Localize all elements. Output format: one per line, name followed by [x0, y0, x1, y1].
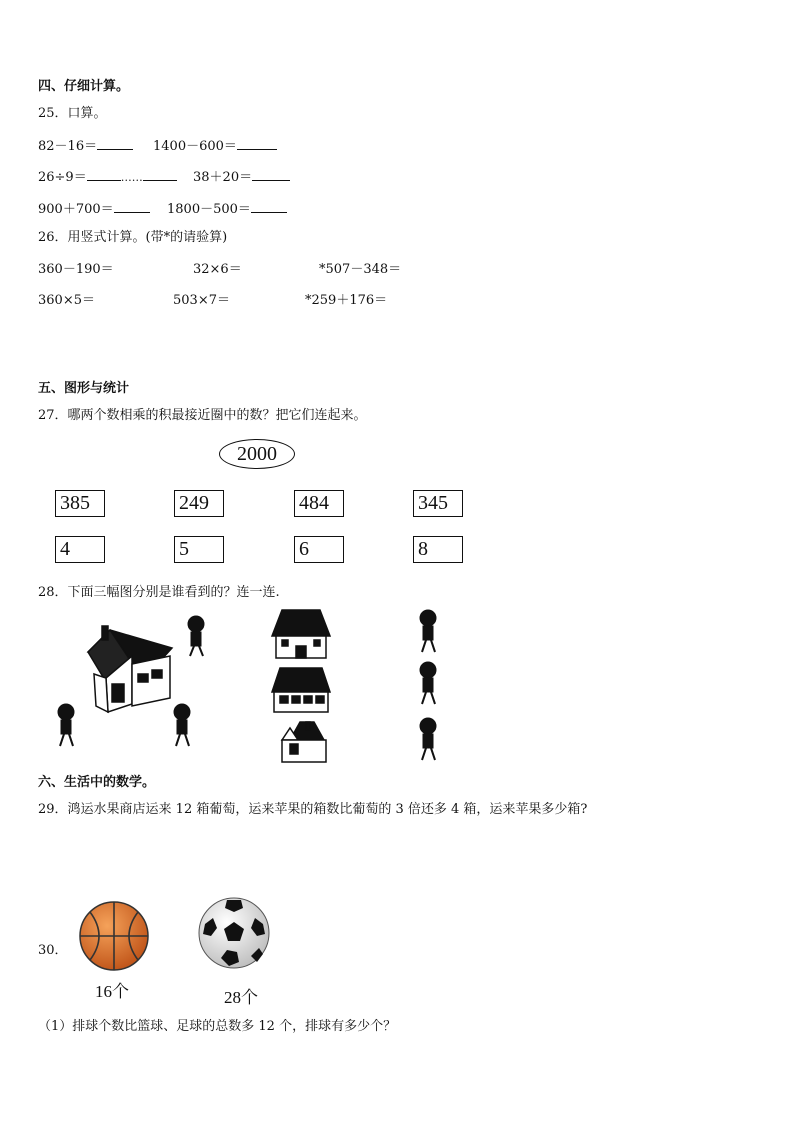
q25-item: 26÷9＝ …… [38, 168, 177, 186]
basketball-icon [78, 900, 150, 972]
house-3d-icon [88, 626, 172, 712]
house-gable-view-icon [282, 722, 326, 762]
remainder-blank[interactable] [143, 168, 177, 181]
answer-blank[interactable] [87, 168, 121, 181]
q30-label: 30． [38, 943, 68, 958]
answer-blank[interactable] [252, 168, 290, 181]
house-side-view-icon [272, 668, 330, 712]
answer-blank[interactable] [97, 137, 133, 150]
q25-item: 82－16＝ [38, 137, 133, 155]
q25-item: 1400－600＝ [153, 137, 277, 155]
q26-item: 503×7＝ [173, 293, 230, 308]
q25-item: 1800－500＝ [167, 200, 287, 218]
child-figure-icon [174, 704, 190, 746]
child-figure-icon [420, 718, 436, 760]
child-figure-icon [420, 610, 436, 652]
q26-item: 360－190＝ [38, 262, 114, 277]
answer-blank[interactable] [251, 200, 287, 213]
factor-box[interactable]: 4 [55, 536, 105, 563]
factor-box[interactable]: 345 [413, 490, 463, 517]
q26-item: *259＋176＝ [305, 293, 388, 308]
factor-box[interactable]: 484 [294, 490, 344, 517]
q26-item: *507－348＝ [319, 262, 402, 277]
factor-box[interactable]: 5 [174, 536, 224, 563]
q28-label: 28．下面三幅图分别是谁看到的？连一连. [38, 585, 280, 600]
section5-title: 五、图形与统计 [38, 381, 130, 396]
factor-box[interactable]: 6 [294, 536, 344, 563]
q25-item: 900＋700＝ [38, 200, 150, 218]
child-figure-icon [58, 704, 74, 746]
answer-blank[interactable] [114, 200, 150, 213]
section6-title: 六、生活中的数学。 [38, 775, 156, 790]
q26-item: 32×6＝ [193, 262, 242, 277]
factor-box[interactable]: 249 [174, 490, 224, 517]
soccer-ball-icon [197, 896, 271, 970]
house-front-view-icon [272, 610, 330, 658]
factor-box[interactable]: 385 [55, 490, 105, 517]
basketball-count: 16个 [95, 982, 129, 1001]
q25-label: 25．口算。 [38, 106, 107, 121]
q29-label: 29．鸿运水果商店运来 12 箱葡萄，运来苹果的箱数比葡萄的 3 倍还多 4 箱，运来苹果多少箱? [38, 802, 588, 817]
answer-blank[interactable] [237, 137, 277, 150]
child-figure-icon [188, 616, 204, 656]
house-views-column [270, 608, 332, 766]
child-figure-icon [420, 662, 436, 704]
q30-sub1-label: （1）排球个数比篮球、足球的总数多 12 个，排球有多少个？ [38, 1019, 397, 1034]
house-with-children-illustration [48, 608, 228, 754]
factor-box[interactable]: 8 [413, 536, 463, 563]
q25-item: 38＋20＝ [193, 168, 290, 186]
q27-label: 27．哪两个数相乘的积最接近圈中的数？把它们连起来。 [38, 408, 367, 423]
q26-label: 26．用竖式计算。(带*的请验算) [38, 230, 228, 245]
target-number-oval: 2000 [219, 439, 295, 469]
children-column [408, 608, 450, 768]
section4-title: 四、仔细计算。 [38, 79, 130, 94]
football-count: 28个 [224, 988, 258, 1007]
q26-item: 360×5＝ [38, 293, 95, 308]
